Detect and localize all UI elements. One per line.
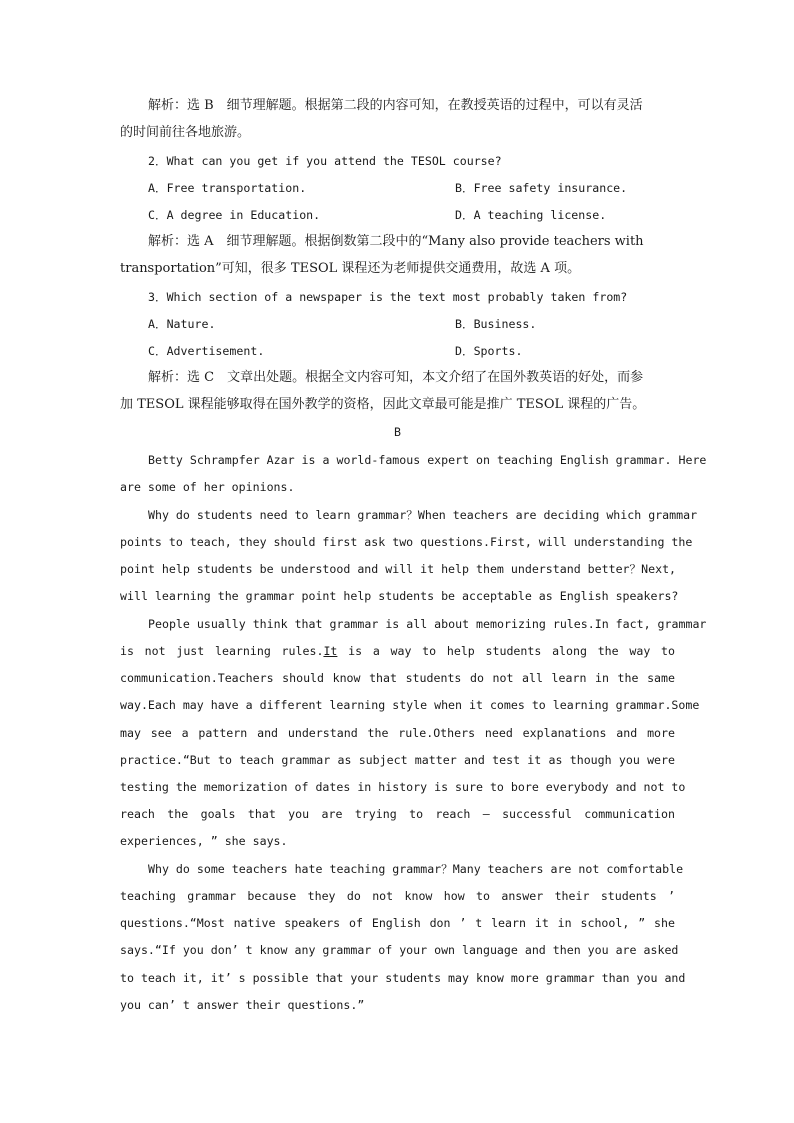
q1-answer-line-1: 解析：选 B 细节理解题。根据第二段的内容可知，在教授英语的过程中，可以有灵活: [148, 98, 643, 113]
para-4-line-5: to teach it, it’ s possible that your students may know more grammar than you and: [120, 971, 686, 985]
para-3-line-2-end: is a way to help students along the way to: [337, 644, 675, 658]
q2-option-d: D．A teaching license.: [455, 208, 607, 222]
q2-option-b: B．Free safety insurance.: [455, 181, 628, 195]
para-3-line-3: communication.Teachers should know that students do not all learn in the same: [120, 671, 675, 685]
q2-option-a: A．Free transportation.: [148, 181, 307, 195]
para-3-line-8: reach the goals that you are trying to reach — successful communication: [120, 807, 675, 821]
para-3-line-1: People usually think that grammar is all about memorizing rules.In fact, grammar: [148, 617, 707, 631]
para-1-line-2: are some of her opinions.: [120, 480, 295, 494]
para-1-line-1: Betty Schrampfer Azar is a world-famous expert on teaching English grammar. Here: [148, 453, 707, 467]
q2-answer-line-1: 解析：选 A 细节理解题。根据倒数第二段中的“Many also provide teachers with: [148, 234, 644, 249]
para-2-line-3: point help students be understood and will it help them understand better？Next,: [120, 562, 677, 576]
para-3-line-6: practice.“But to teach grammar as subject matter and test it as though you were: [120, 753, 675, 767]
para-4-line-6: you can’ t answer their questions.”: [120, 998, 365, 1012]
q3-option-d: D．Sports.: [455, 344, 523, 358]
para-3-line-2-start: is not just learning rules.: [120, 644, 324, 658]
q3-answer-line-1: 解析：选 C 文章出处题。根据全文内容可知，本文介绍了在国外教英语的好处，而参: [148, 370, 644, 385]
para-3-line-5: may see a pattern and understand the rule.Others need explanations and more: [120, 726, 675, 740]
para-2-line-4: will learning the grammar point help students be acceptable as English speakers?: [120, 589, 679, 603]
para-4-line-4: says.“If you don’ t know any grammar of your own language and then you are asked: [120, 943, 679, 957]
para-3-line-2: [120, 642, 675, 660]
para-3-line-9: experiences, ” she says.: [120, 834, 288, 848]
q3-answer-line-2: 加 TESOL 课程能够取得在国外教学的资格，因此文章最可能是推广 TESOL 课程的广告。: [120, 397, 646, 412]
q2-option-c: C．A degree in Education.: [148, 208, 321, 222]
section-heading: B: [394, 425, 401, 439]
q1-answer-line-2: 的时间前往各地旅游。: [120, 125, 251, 140]
q3-option-a: A．Nature.: [148, 317, 216, 331]
para-2-line-2: points to teach, they should first ask two questions.First, will understanding the: [120, 535, 693, 549]
q3-question: 3．Which section of a newspaper is the text most probably taken from?: [148, 290, 628, 304]
q3-option-c: C．Advertisement.: [148, 344, 265, 358]
para-4-line-1: Why do some teachers hate teaching grammar？Many teachers are not comfortable: [148, 862, 684, 876]
q2-answer-line-2: transportation”可知，很多 TESOL 课程还为老师提供交通费用，故选 A 项。: [120, 261, 581, 276]
para-4-line-2: teaching grammar because they do not know how to answer their students ’: [120, 889, 675, 903]
q2-question: 2．What can you get if you attend the TESOL course?: [148, 154, 502, 168]
para-3-line-7: testing the memorization of dates in history is sure to bore everybody and not to: [120, 780, 686, 794]
q3-option-b: B．Business.: [455, 317, 537, 331]
underlined-word-it: It: [323, 644, 338, 658]
para-2-line-1: Why do students need to learn grammar？When teachers are deciding which grammar: [148, 508, 698, 522]
para-4-line-3: questions.“Most native speakers of English don ’ t learn it in school, ” she: [120, 916, 675, 930]
para-3-line-4: way.Each may have a different learning style when it comes to learning grammar.Some: [120, 698, 700, 712]
